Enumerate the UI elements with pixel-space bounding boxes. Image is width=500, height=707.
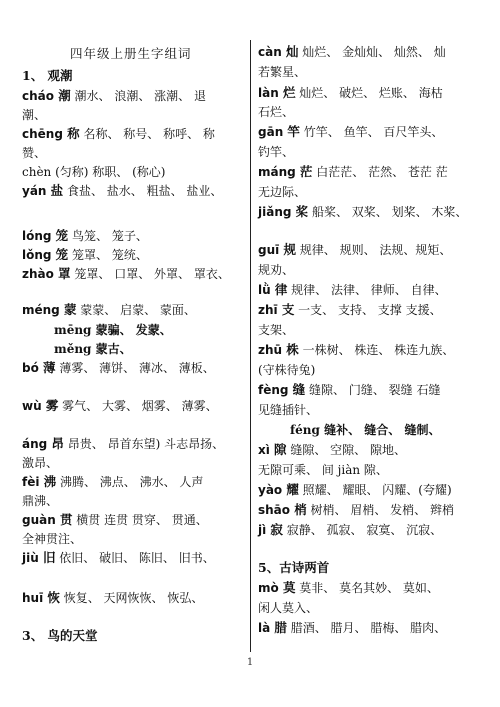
continuation-text: 潮、	[22, 108, 47, 122]
pinyin: càn	[258, 45, 286, 59]
continuation-text: 规劝、	[258, 263, 295, 277]
pinyin: guī	[258, 243, 284, 257]
word-list: 潮水、 浪潮、 涨潮、 退	[70, 89, 206, 103]
character: 规	[283, 242, 296, 257]
word-list: 白茫茫、 茫然、 苍茫 茫	[312, 165, 448, 179]
vocab-entry	[258, 124, 443, 140]
character: 桨	[295, 204, 309, 219]
character: 笼	[55, 228, 69, 243]
pinyin: lóng	[22, 229, 56, 243]
vocab-entry	[258, 442, 406, 458]
continuation-text: 无隙可乘、 间 jiàn 隙、	[258, 463, 388, 477]
continuation-text: 支架、	[258, 323, 295, 337]
pinyin: jiǎng	[258, 205, 296, 219]
word-list: 寂静、 孤寂、 寂寞、 沉寂、	[282, 523, 443, 537]
word-list: 船桨、 双桨、 划桨、 木桨、	[308, 205, 468, 219]
pinyin: guàn	[22, 513, 60, 527]
pinyin: wù	[22, 399, 46, 413]
pinyin: là	[258, 621, 275, 635]
word-list: 恢复、 天网恢恢、 恢弘、	[59, 591, 204, 605]
continuation-text: 无边际、	[258, 185, 307, 199]
vocab-entry	[22, 126, 215, 142]
pinyin: shāo	[258, 503, 295, 517]
character: 茫	[299, 164, 313, 179]
character: 隙	[274, 442, 287, 457]
pinyin: làn	[258, 86, 283, 100]
vocab-entry	[22, 512, 208, 528]
word-list: 莫非、 莫名其妙、 莫如、	[295, 581, 439, 595]
section-heading: 1、 观潮	[22, 68, 73, 83]
character: 罩	[58, 266, 71, 281]
pinyin: méng	[22, 303, 64, 317]
page-title: 四年级上册生字组词	[70, 46, 192, 61]
pinyin: yào	[258, 483, 287, 497]
vocab-entry	[258, 44, 446, 60]
vocab-variant: féng 缝补、 缝合、 缝制、	[290, 423, 441, 437]
vocab-entry	[258, 620, 446, 636]
pinyin: yán	[22, 184, 51, 198]
word-list: 笼罩、 口罩、 外罩、 罩衣、	[70, 267, 230, 281]
word-list: 灿烂、 破烂、 烂账、 海枯	[295, 86, 443, 100]
pinyin: lǜ	[258, 283, 275, 297]
pinyin: jiù	[22, 551, 43, 565]
vocab-entry	[258, 502, 454, 518]
vocab-entry	[258, 522, 442, 538]
pinyin: zhào	[22, 267, 59, 281]
column-divider	[250, 40, 251, 652]
vocab-entry	[22, 302, 196, 318]
pinyin: huī	[22, 591, 48, 605]
character: 潮	[58, 88, 71, 103]
pinyin: máng	[258, 165, 300, 179]
pinyin: chēng	[22, 127, 68, 141]
character: 盐	[50, 183, 64, 198]
character: 恢	[47, 590, 60, 605]
vocab-entry	[258, 282, 447, 298]
word-list: 缝隙、 空隙、 隙地、	[286, 443, 406, 457]
continuation-text: chèn (匀称) 称职、 (称心)	[22, 165, 166, 179]
vocab-entry	[258, 580, 439, 596]
pinyin: fèng	[258, 383, 293, 397]
word-list: 规律、 法律、 律师、 自律、	[287, 283, 447, 297]
vocab-entry	[22, 474, 203, 490]
character: 腊	[274, 620, 287, 635]
character: 昂	[51, 436, 64, 451]
vocab-variant: měng 蒙古、	[54, 342, 132, 356]
pinyin: mò	[258, 581, 283, 595]
section-heading: 3、 鸟的天堂	[22, 628, 98, 643]
character: 缝	[292, 382, 306, 397]
word-list: 鸟笼、 笼子、	[68, 229, 148, 243]
word-list: 雾气、 大雾、 烟雾、 薄雾、	[58, 399, 218, 413]
vocab-entry	[22, 266, 230, 282]
continuation-text: 赞、	[22, 146, 47, 160]
vocab-entry	[22, 183, 222, 199]
word-list: 薄雾、 薄饼、 薄冰、 薄板、	[55, 361, 215, 375]
word-list: 一株树、 株连、 株连九族、	[298, 343, 455, 357]
word-list: 名称、 称号、 称呼、 称	[79, 127, 215, 141]
pinyin: gān	[258, 125, 288, 139]
pinyin: bó	[22, 361, 44, 375]
continuation-text: 钓竿、	[258, 145, 295, 159]
vocab-entry	[22, 550, 215, 566]
vocab-entry	[22, 436, 224, 452]
pinyin: zhī	[258, 303, 282, 317]
word-list: 食盐、 盐水、 粗盐、 盐业、	[63, 184, 223, 198]
character: 竿	[287, 124, 300, 139]
vocab-entry	[22, 88, 206, 104]
character: 雾	[45, 398, 59, 413]
character: 株	[286, 342, 299, 357]
character: 支	[281, 302, 295, 317]
character: 律	[274, 282, 288, 297]
word-list: 树梢、 眉梢、 发梢、 辫梢	[306, 503, 454, 517]
word-list: 昂贵、 昂首东望) 斗志昂扬、	[63, 437, 225, 451]
character: 耀	[286, 482, 299, 497]
vocab-entry	[258, 302, 442, 318]
word-list: 一支、 支持、 支撑 支援、	[294, 303, 442, 317]
pinyin: lǒng	[22, 248, 56, 262]
character: 梢	[294, 502, 307, 517]
continuation-text: 若繁星、	[258, 65, 307, 79]
vocab-entry	[258, 342, 454, 358]
character: 旧	[42, 550, 56, 565]
continuation-text: 激昂、	[22, 456, 59, 470]
character: 灿	[285, 44, 299, 59]
word-list: 灿烂、 金灿灿、 灿然、 灿	[298, 45, 446, 59]
vocab-entry	[22, 228, 148, 244]
vocab-entry	[22, 398, 218, 414]
vocab-entry	[258, 482, 452, 498]
character: 蒙	[63, 302, 77, 317]
page-number: 1	[246, 657, 254, 668]
continuation-text: 全神贯注、	[22, 532, 83, 546]
word-list: 沸腾、 沸点、 沸水、 人声	[56, 475, 204, 489]
pinyin: cháo	[22, 89, 59, 103]
vocab-variant: mēng 蒙骗、 发蒙、	[54, 323, 172, 337]
word-list: 竹竿、 鱼竿、 百尺竿头、	[299, 125, 444, 139]
word-list: 腊酒、 腊月、 腊梅、 腊肉、	[286, 621, 447, 635]
character: 烂	[282, 85, 296, 100]
vocab-entry	[22, 360, 215, 376]
word-list: 规律、 规则、 法规、规矩、	[295, 243, 452, 257]
character: 莫	[282, 580, 296, 595]
vocab-entry	[258, 204, 467, 220]
character: 薄	[43, 360, 56, 375]
continuation-text: 鼎沸、	[22, 494, 59, 508]
pinyin: zhū	[258, 343, 287, 357]
word-list: 蒙蒙、 启蒙、 蒙面、	[76, 303, 196, 317]
character: 贯	[59, 512, 73, 527]
word-list: 横贯 连贯 贯穿、 贯通、	[72, 513, 208, 527]
vocab-entry	[22, 590, 203, 606]
character: 称	[67, 126, 80, 141]
word-list: 依旧、 破旧、 陈旧、 旧书、	[55, 551, 215, 565]
vocab-entry	[258, 164, 448, 180]
word-list: 照耀、 耀眼、 闪耀、(夸耀)	[298, 483, 452, 497]
vocab-entry	[258, 242, 451, 258]
pinyin: xì	[258, 443, 275, 457]
continuation-text: 闲人莫入、	[258, 601, 319, 615]
continuation-text: (守株待兔)	[258, 363, 316, 377]
character: 笼	[55, 247, 69, 262]
vocab-entry	[22, 247, 148, 263]
continuation-text: 见缝插针、	[258, 403, 319, 417]
pinyin: jì	[258, 523, 271, 537]
character: 寂	[270, 522, 283, 537]
word-list: 缝隙、 门缝、 裂缝 石缝	[305, 383, 441, 397]
vocab-entry	[258, 382, 440, 398]
pinyin: fèi	[22, 475, 44, 489]
word-list: 笼罩、 笼统、	[68, 248, 148, 262]
vocab-entry	[258, 85, 443, 101]
section-heading: 5、古诗两首	[258, 560, 330, 575]
character: 沸	[43, 474, 57, 489]
continuation-text: 石烂、	[258, 105, 295, 119]
pinyin: áng	[22, 437, 52, 451]
